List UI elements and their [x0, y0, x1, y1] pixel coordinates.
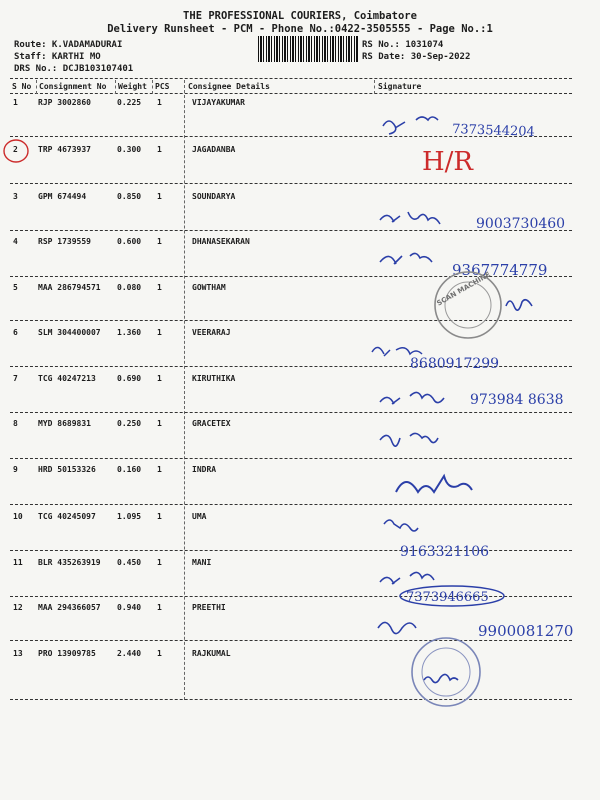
- cell-sno: 9: [13, 465, 18, 474]
- cell-weight: 0.250: [117, 419, 142, 428]
- runsheet-title: Delivery Runsheet - PCM - Phone No.:0422-3505555 - Page No.:1: [107, 23, 493, 35]
- cell-pcs: 1: [157, 328, 162, 337]
- row-separator: [10, 504, 572, 505]
- cell-weight: 1.360: [117, 328, 142, 337]
- cell-consignment: RJP 3002860: [38, 98, 91, 107]
- row-separator: [10, 412, 572, 413]
- cell-pcs: 1: [157, 145, 162, 154]
- row-4-signature-scribble: [380, 253, 432, 264]
- col-header-weight: Weight: [118, 82, 147, 91]
- cell-pcs: 1: [157, 558, 162, 567]
- row-3-phone-note: 9003730460: [476, 216, 566, 232]
- cell-consignee: GOWTHAM: [192, 283, 226, 292]
- row-separator: [10, 640, 572, 641]
- cell-weight: 1.095: [117, 512, 142, 521]
- row-separator: [10, 699, 572, 700]
- row-separator: [10, 550, 572, 551]
- cell-consignee: VIJAYAKUMAR: [192, 98, 245, 107]
- cell-consignment: GPM 674494: [38, 192, 87, 201]
- row-separator: [10, 183, 572, 184]
- cell-sno: 6: [13, 328, 18, 337]
- cell-consignee: PREETHI: [192, 603, 226, 612]
- row-separator: [10, 230, 572, 231]
- cell-weight: 0.300: [117, 145, 142, 154]
- col-header-pcs: PCS: [155, 82, 170, 91]
- cell-consignee: SOUNDARYA: [192, 192, 236, 201]
- col-divider: [184, 80, 185, 700]
- row-separator: [10, 366, 572, 367]
- cell-pcs: 1: [157, 192, 162, 201]
- cell-consignee: VEERARAJ: [192, 328, 231, 337]
- cell-sno: 5: [13, 283, 18, 292]
- cell-sno: 10: [13, 512, 23, 521]
- cell-consignment: TCG 40247213: [38, 374, 96, 383]
- cell-consignment: RSP 1739559: [38, 237, 91, 246]
- row-5-signature-scribble: [506, 300, 532, 310]
- staff-label: Staff: KARTHI MO: [14, 52, 101, 62]
- cell-pcs: 1: [157, 649, 162, 658]
- header-rule-top: [10, 78, 572, 79]
- cell-consignment: TRP 4673937: [38, 145, 91, 154]
- cell-pcs: 1: [157, 237, 162, 246]
- cell-consignee: DHANASEKARAN: [192, 237, 250, 246]
- cell-weight: 0.690: [117, 374, 142, 383]
- cell-consignment: HRD 50153326: [38, 465, 96, 474]
- cell-consignment: TCG 40245097: [38, 512, 96, 521]
- cell-weight: 0.450: [117, 558, 142, 567]
- cell-consignment: SLM 304400007: [38, 328, 101, 337]
- row-13-signature-scribble: [424, 674, 458, 682]
- cell-pcs: 1: [157, 283, 162, 292]
- cell-consignee: UMA: [192, 512, 207, 521]
- company-seal-stamp: [412, 638, 480, 706]
- cell-consignment: MAA 294366057: [38, 603, 101, 612]
- row-1-phone-note: 7373544204: [451, 122, 536, 140]
- cell-consignment: MAA 286794571: [38, 283, 101, 292]
- col-header-consignment: Consignment No: [39, 82, 107, 91]
- cell-weight: 0.940: [117, 603, 142, 612]
- cell-sno: 1: [13, 98, 18, 107]
- cell-consignment: PRO 13909785: [38, 649, 96, 658]
- cell-consignee: KIRUTHIKA: [192, 374, 236, 383]
- company-title: THE PROFESSIONAL COURIERS, Coimbatore: [183, 10, 417, 22]
- col-header-consignee: Consignee Details: [188, 82, 270, 91]
- drs-number: DRS No.: DCJB103107401: [14, 64, 134, 74]
- cell-consignee: GRACETEX: [192, 419, 231, 428]
- cell-consignee: RAJKUMAL: [192, 649, 231, 658]
- row-4-phone-note: 9367774779: [452, 261, 548, 279]
- cell-consignee: MANI: [192, 558, 212, 567]
- scan-machine-stamp: [435, 270, 501, 338]
- cell-consignment: BLR 435263919: [38, 558, 101, 567]
- cell-sno: 7: [13, 374, 18, 383]
- row-6-phone-note: 8680917299: [410, 356, 500, 372]
- row-11-signature-scribble: [380, 572, 434, 584]
- barcode: [258, 36, 358, 62]
- row-8-signature-scribble: [380, 433, 438, 446]
- cell-pcs: 1: [157, 512, 162, 521]
- cell-consignee: INDRA: [192, 465, 217, 474]
- row-3-signature-scribble: [380, 212, 440, 224]
- row-separator: [10, 320, 572, 321]
- cell-sno: 11: [13, 558, 23, 567]
- row-6-signature-scribble: [372, 347, 422, 356]
- row-7-phone-note: 973984 8638: [470, 392, 564, 408]
- col-divider: [152, 80, 153, 94]
- row-12-phone-note: 9900081270: [478, 622, 574, 640]
- header-rule-bottom: [10, 93, 572, 94]
- row-2-hr-note: H/R: [422, 147, 474, 177]
- cell-sno: 2: [13, 145, 18, 154]
- row-10-phone-note: 9163321106: [400, 544, 490, 560]
- col-header-signature: Signature: [378, 82, 422, 91]
- row-10-signature-scribble: [384, 520, 418, 531]
- row-12-signature-scribble: [378, 622, 416, 633]
- row-separator: [10, 136, 572, 137]
- row-7-signature-scribble: [380, 392, 444, 404]
- row-separator: [10, 276, 572, 277]
- cell-sno: 13: [13, 649, 23, 658]
- cell-weight: 2.440: [117, 649, 142, 658]
- col-divider: [115, 80, 116, 94]
- cell-weight: 0.160: [117, 465, 142, 474]
- rs-date: RS Date: 30-Sep-2022: [362, 52, 471, 62]
- cell-sno: 8: [13, 419, 18, 428]
- cell-consignment: MYD 8689831: [38, 419, 91, 428]
- cell-weight: 0.850: [117, 192, 142, 201]
- row-11-phone-note: 7373946665: [406, 590, 489, 605]
- cell-pcs: 1: [157, 465, 162, 474]
- cell-pcs: 1: [157, 603, 162, 612]
- rs-number: RS No.: 1031074: [362, 40, 444, 50]
- cell-weight: 0.225: [117, 98, 142, 107]
- cell-sno: 12: [13, 603, 23, 612]
- col-divider: [374, 80, 375, 94]
- row-1-signature-scribble: [383, 117, 438, 134]
- cell-weight: 0.080: [117, 283, 142, 292]
- stamp-text: SCAN MACHINE: [435, 270, 492, 308]
- cell-consignee: JAGADANBA: [192, 145, 236, 154]
- col-header-sno: S No: [12, 82, 32, 91]
- cell-weight: 0.600: [117, 237, 142, 246]
- cell-sno: 4: [13, 237, 18, 246]
- route-label: Route: K.VADAMADURAI: [14, 40, 123, 50]
- row-separator: [10, 596, 572, 597]
- cell-pcs: 1: [157, 98, 162, 107]
- cell-pcs: 1: [157, 374, 162, 383]
- row-9-signature-scribble: [396, 476, 472, 492]
- cell-sno: 3: [13, 192, 18, 201]
- col-divider: [36, 80, 37, 94]
- cell-pcs: 1: [157, 419, 162, 428]
- row-separator: [10, 458, 572, 459]
